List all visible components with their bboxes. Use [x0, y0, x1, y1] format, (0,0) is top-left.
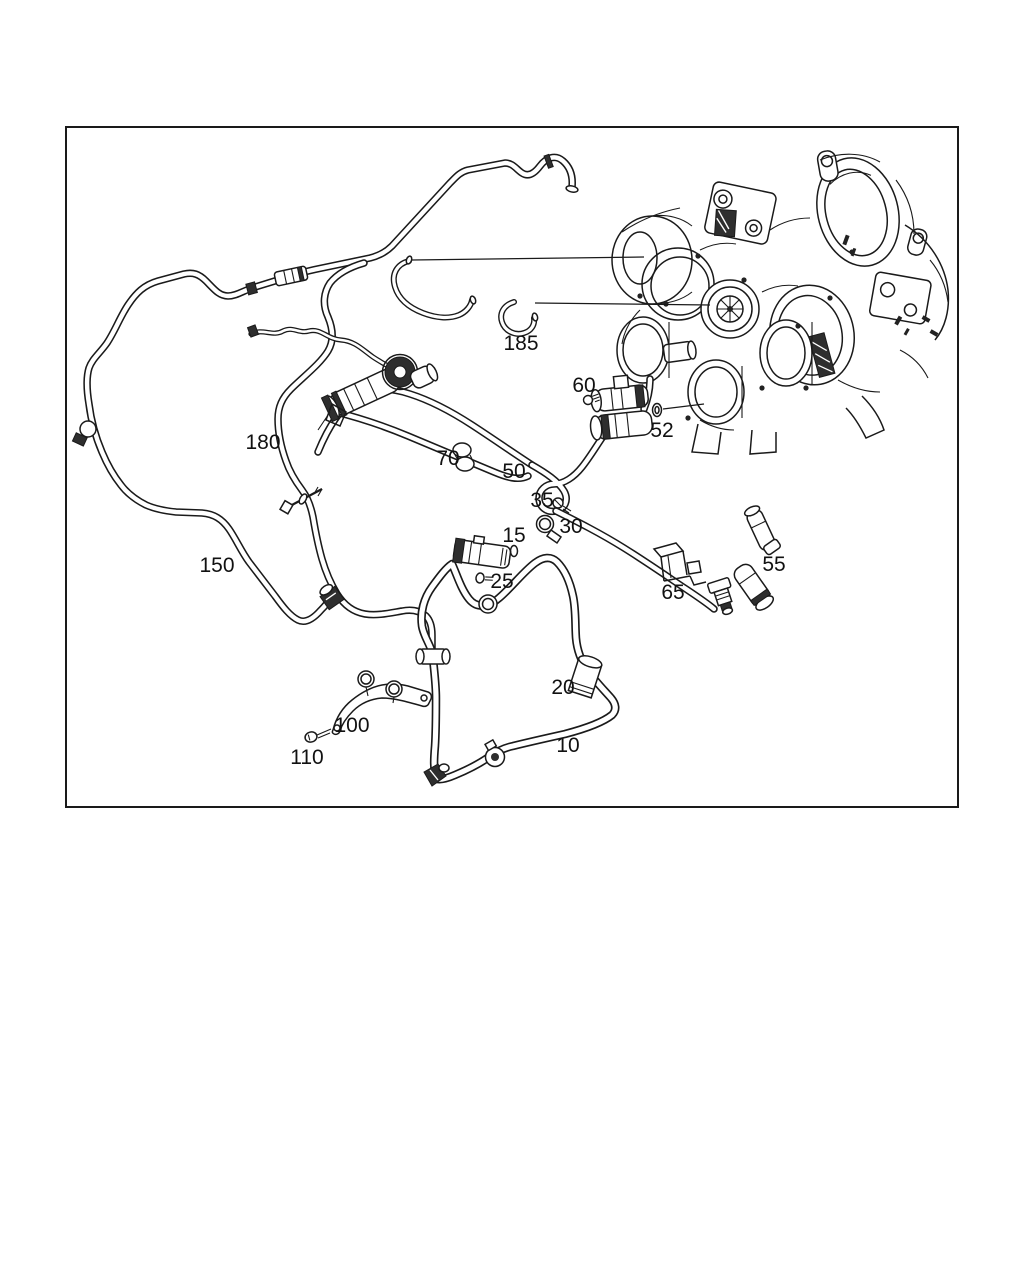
turbo-inlet-disc — [701, 280, 759, 338]
callout-55[interactable]: 55 — [762, 553, 786, 576]
sleeve-joint-left — [416, 649, 450, 664]
callout-185[interactable]: 185 — [503, 332, 539, 355]
callout-70[interactable]: 70 — [436, 447, 460, 470]
oil-port-stub — [663, 341, 697, 363]
callout-35[interactable]: 35 — [530, 489, 554, 512]
callout-110[interactable]: 110 — [290, 746, 324, 769]
callout-52[interactable]: 52 — [650, 419, 674, 442]
callout-20[interactable]: 20 — [551, 676, 575, 699]
callout-150[interactable]: 150 — [199, 554, 235, 577]
callout-10[interactable]: 10 — [556, 734, 580, 757]
turbo-compressor-inlet — [623, 232, 657, 284]
callout-100[interactable]: 100 — [334, 714, 370, 737]
callout-15[interactable]: 15 — [502, 524, 526, 547]
callout-180[interactable]: 180 — [245, 431, 281, 454]
callout-50[interactable]: 50 — [502, 460, 526, 483]
callout-30[interactable]: 30 — [559, 515, 583, 538]
callout-65[interactable]: 65 — [661, 581, 685, 604]
ring-clamp-10 — [479, 595, 497, 613]
callout-60[interactable]: 60 — [572, 374, 596, 397]
callout-25[interactable]: 25 — [490, 570, 514, 593]
